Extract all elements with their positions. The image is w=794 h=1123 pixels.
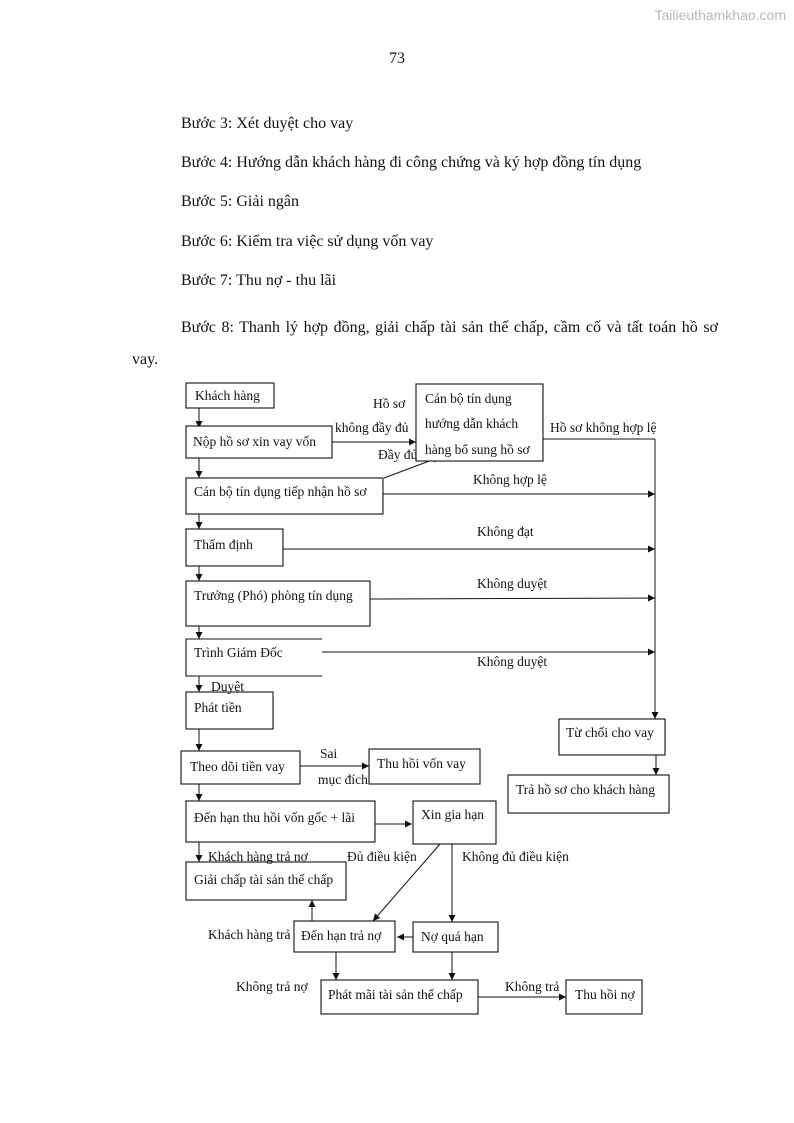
box-den-han-thu-hoi-label: Đến hạn thu hồi vốn gốc + lãi — [194, 810, 355, 825]
box-can-bo-huong-dan-line-2: hướng dẫn khách — [425, 416, 519, 431]
box-phat-mai — [321, 980, 478, 1014]
box-theo-doi-label: Theo dõi tiền vay — [190, 759, 285, 774]
box-no-qua-han-label: Nợ quá hạn — [421, 929, 484, 944]
box-can-bo-tiep-nhan — [186, 478, 383, 514]
box-giai-chap — [186, 862, 346, 900]
box-phat-tien-label: Phát tiền — [194, 700, 242, 715]
label-khong-du-dieu-kien: Không đủ điều kiện — [462, 849, 569, 864]
box-khach-hang — [186, 383, 274, 408]
label-duyet: Duyệt — [211, 679, 244, 694]
box-thu-hoi-von — [369, 749, 480, 784]
box-tham-dinh-label: Thẩm định — [194, 537, 253, 552]
box-trinh-giam-doc-label: Trình Giám Đốc — [194, 645, 283, 660]
box-thu-hoi-no-label: Thu hồi nợ — [575, 987, 635, 1002]
label-khong-dat: Không đạt — [477, 524, 534, 539]
box-no-qua-han — [413, 922, 498, 952]
box-can-bo-huong-dan — [416, 384, 543, 461]
box-truong-phong — [186, 581, 370, 626]
box-nop-ho-so-label: Nộp hồ sơ xin vay vốn — [193, 434, 317, 449]
label-sai: Sai — [320, 746, 338, 761]
watermark: Tailieuthamkhao.com — [654, 7, 786, 23]
label-khong-day-du: không đầy đủ — [335, 420, 409, 435]
box-tra-ho-so — [508, 775, 669, 813]
label-khong-duyet-2: Không duyệt — [477, 654, 548, 669]
label-du-dieu-kien: Đủ điều kiện — [347, 849, 417, 864]
box-trinh-giam-doc — [186, 639, 322, 676]
box-phat-tien — [186, 692, 273, 729]
box-can-bo-huong-dan-line-1: Cán bộ tín dụng — [425, 391, 512, 406]
label-khong-tra-no: Không trả nợ — [236, 979, 308, 994]
label-khong-hop-le: Không hợp lệ — [473, 472, 547, 487]
box-xin-gia-han — [413, 801, 496, 844]
box-tu-choi — [559, 719, 665, 755]
label-khach-hang-tra: Khách hàng trả — [208, 927, 291, 942]
box-can-bo-tiep-nhan-label: Cán bộ tín dụng tiếp nhận hồ sơ — [194, 484, 367, 499]
box-khach-hang-label: Khách hàng — [195, 388, 260, 403]
box-tra-ho-so-label: Trả hồ sơ cho khách hàng — [516, 782, 655, 797]
box-tu-choi-label: Từ chối cho vay — [566, 725, 654, 740]
box-den-han-tra-no — [294, 921, 395, 952]
label-ho-so-khong-hop-le: Hồ sơ không hợp lệ — [550, 420, 657, 435]
label-muc-dich: mục đích — [318, 772, 368, 787]
box-phat-mai-label: Phát mãi tài sản thế chấp — [328, 987, 463, 1002]
step-3-text: Bước 3: Xét duyệt cho vay — [181, 115, 354, 132]
box-giai-chap-label: Giải chấp tài sản thế chấp — [194, 872, 334, 887]
box-can-bo-huong-dan-line-3: hàng bổ sung hồ sơ — [425, 442, 530, 457]
box-truong-phong-label: Trưởng (Phó) phòng tín dụng — [194, 588, 353, 603]
step-4-text: Bước 4: Hướng dẫn khách hàng đi công chứng và ký hợp đồng tín dụng — [181, 154, 642, 171]
step-8-text: Bước 8: Thanh lý hợp đồng, giải chấp tài sản thế chấp, cầm cố và tất toán hồ sơ vay. — [132, 319, 718, 368]
box-theo-doi — [181, 751, 300, 784]
label-ho-so: Hồ sơ — [373, 396, 406, 411]
box-xin-gia-han-label: Xin gia hạn — [421, 807, 484, 822]
box-nop-ho-so — [186, 426, 332, 458]
step-7-text: Bước 7: Thu nợ - thu lãi — [181, 272, 337, 289]
step-5-text: Bước 5: Giải ngân — [181, 193, 299, 210]
box-thu-hoi-no — [566, 980, 642, 1014]
box-den-han-thu-hoi — [186, 801, 375, 842]
label-day-du: Đầy đủ — [378, 447, 418, 462]
page-number: 73 — [389, 50, 405, 67]
label-khach-hang-tra-no: Khách hàng trả nợ — [208, 849, 308, 864]
step-6-text: Bước 6: Kiểm tra việc sử dụng vốn vay — [181, 233, 434, 250]
label-khong-duyet-1: Không duyệt — [477, 576, 548, 591]
box-tham-dinh — [186, 529, 283, 566]
label-khong-tra: Không trả — [505, 979, 560, 994]
box-den-han-tra-no-label: Đến hạn trả nợ — [301, 928, 382, 943]
box-thu-hoi-von-label: Thu hồi vốn vay — [377, 756, 466, 771]
